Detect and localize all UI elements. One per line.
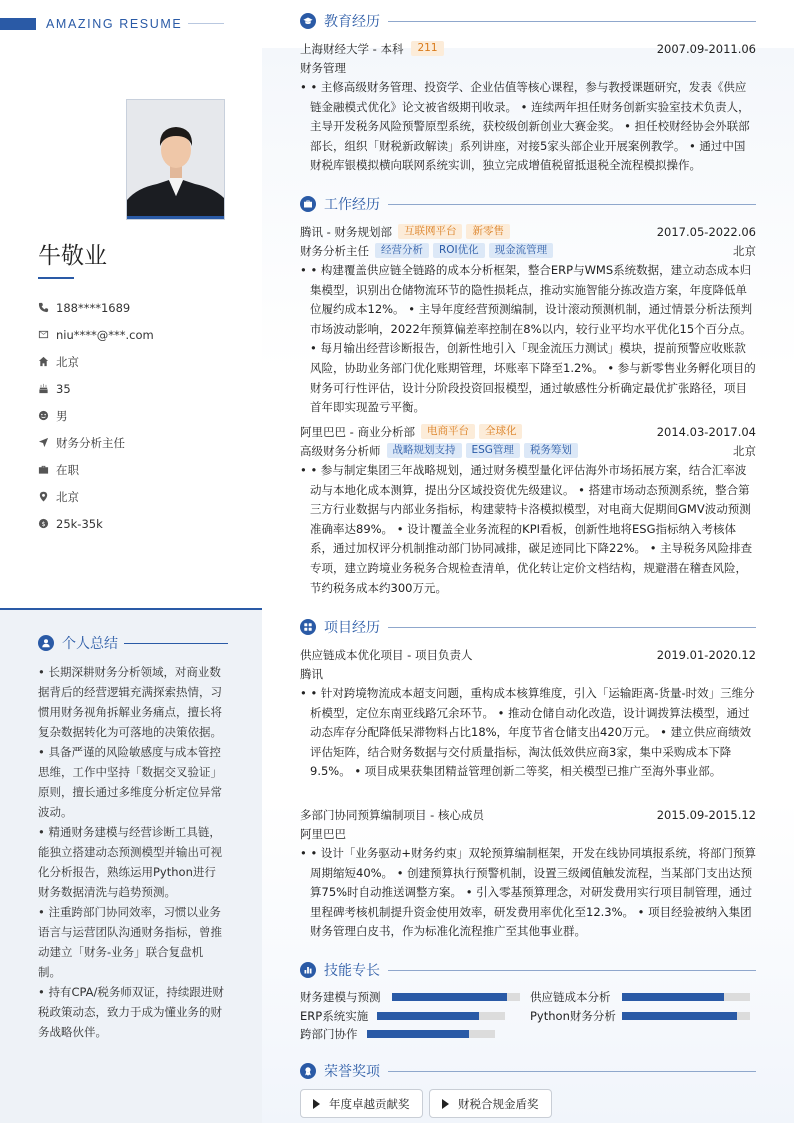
skill-name: 跨部门协作 [300, 1027, 358, 1041]
position-tag: 战略规划支持 [387, 443, 462, 458]
work-description: • • 参与制定集团三年战略规划，通过财务模型量化评估海外市场拓展方案，结合汇率波动与本地化成本测算，提出分区域投资优先级建议。 • 搭建市场动态预测系统，整合第三方行业数据与内部业务指标，构建蒙特卡洛模拟模型，对电商大促期间GMV波动预测准确率达89%。 • 设计覆盖全业务流程的KPI看板，创新性地将ESG指标纳入考核体系，通过加权评分机制推动部门协同减排，碳足迹同比下降22%。 • 主导税务风险排查专项，建立跨境业务税务合规检查清单，优化转让定价文档结构，规避潜在稽查风险，节约税务成本约300万元。 [300, 463, 753, 595]
brand-text: AMAZING RESUME [46, 17, 183, 31]
projects-section-header [300, 617, 756, 637]
skill-name: 供应链成本分析 [530, 990, 611, 1004]
education-title: 教育经历 [324, 14, 380, 30]
project-date: 2015.09-2015.12 [656, 807, 756, 822]
skills-title: 技能专长 [324, 963, 380, 979]
honors-title: 荣誉奖项 [324, 1064, 380, 1080]
honor-name: 财税合规金盾奖 [458, 1096, 539, 1111]
cake-icon [38, 383, 56, 394]
briefcase-icon [38, 464, 56, 475]
contact-info-list [38, 294, 248, 537]
skill-bar-fill [392, 993, 507, 1001]
skill-item [300, 1026, 358, 1042]
skill-name: Python财务分析 [530, 1009, 616, 1023]
work-date: 2017.05-2022.06 [656, 224, 756, 239]
skill-item [300, 989, 381, 1005]
work-date: 2014.03-2017.04 [656, 424, 756, 439]
name-underline [38, 277, 74, 279]
project-org: 腾讯 [300, 666, 323, 681]
position-tag: 现金流管理 [489, 243, 554, 258]
work-company: 腾讯 - 财务规划部 [300, 224, 392, 239]
honor-name: 年度卓越贡献奖 [329, 1096, 410, 1111]
info-status [38, 456, 248, 483]
skill-bar [367, 1030, 495, 1038]
phone-icon [38, 302, 56, 313]
avatar-icon [127, 100, 225, 220]
education-description: • • 主修高级财务管理、投资学、企业估值等核心课程，参与教授课题研究，发表《供应链金融模式优化》论文被省级期刊收录。 • 连续两年担任财务创新实验室技术负责人，主导开发税务风险预警原型系统，获校级创新创业大赛金奖。 • 担任校财经协会外联部部长，组织「财税新政解读」系列讲座，对接5家头部企业开展案例教学。 • 通过中国财税库银模拟横向联网系统实训，独立完成增值税留抵退税全流程模拟操作。 [300, 80, 750, 173]
info-city-text: 北京 [56, 354, 79, 369]
project-name: 供应链成本优化项目 - 项目负责人 [300, 647, 473, 662]
honors-section-header [300, 1061, 756, 1081]
skill-bar-fill [622, 993, 724, 1001]
skill-item [300, 1008, 368, 1024]
summary-panel-top-bar [0, 608, 262, 610]
brand-divider [188, 23, 224, 24]
project-date: 2019.01-2020.12 [656, 647, 756, 662]
skill-name: 财务建模与预测 [300, 990, 381, 1004]
info-city [38, 348, 248, 375]
send-icon [38, 437, 56, 448]
skill-bar-fill [367, 1030, 469, 1038]
play-icon [442, 1099, 449, 1109]
project-org: 阿里巴巴 [300, 826, 346, 841]
award-icon [300, 1063, 316, 1079]
info-status-text: 在职 [56, 462, 79, 477]
summary-title-line [124, 643, 228, 644]
location-icon [38, 491, 56, 502]
projects-title: 项目经历 [324, 620, 380, 636]
summary-item: • 长期深耕财务分析领域，对商业数据背后的经营逻辑充满探索热情，习惯用财务视角拆解业务痛点，擅长将复杂数据转化为可落地的决策依据。 [38, 665, 222, 739]
education-major: 财务管理 [300, 60, 346, 75]
work-entry [300, 222, 756, 418]
work-title-line [388, 204, 756, 205]
play-icon [313, 1099, 320, 1109]
info-phone [38, 294, 248, 321]
company-tag: 电商平台 [421, 424, 475, 439]
work-section-header [300, 194, 756, 214]
company-tag: 全球化 [479, 424, 523, 439]
position-tag: 经营分析 [375, 243, 429, 258]
position-tag: ESG管理 [466, 443, 520, 458]
brand-header [0, 16, 262, 32]
work-location: 北京 [733, 243, 756, 258]
skills-section-header [300, 960, 756, 980]
skill-item [530, 989, 611, 1005]
info-position-text: 财务分析主任 [56, 435, 125, 450]
education-tag: 211 [411, 41, 443, 56]
work-location: 北京 [733, 443, 756, 458]
skill-bar-fill [377, 1012, 479, 1020]
work-description: • • 构建覆盖供应链全链路的成本分析框架，整合ERP与WMS系统数据，建立动态成本归集模型，识别出仓储物流环节的隐性损耗点，推动实施智能分拣改造方案，年度降低单位履约成本12%。 • 主导年度经营预测编制，设计滚动预测机制，通过情景分析法预判市场波动影响，2022年预算偏差率控制在8%以内，较行业平均水平优化15个百分点。 • 每月输出经营诊断报告，创新性地引入「现金流压力测试」模块，提前预警应收账款风险，协助业务部门优化账期管理，坏账率下降至1.2%。 • 参与新零售业务孵化项目的财务可行性评估，设计分阶段投资回报模型，通过敏感性分析确定最优扩张路径，项目首年即实现盈亏平衡。 [300, 263, 756, 415]
project-entry [300, 645, 756, 782]
position-tag: ROI优化 [433, 243, 485, 258]
skill-bar [622, 993, 750, 1001]
work-position: 高级财务分析师 [300, 443, 381, 458]
info-salary [38, 510, 248, 537]
summary-item: • 持有CPA/税务师双证，持续跟进财税政策动态，致力于成为懂业务的财务战略伙伴。 [38, 985, 224, 1039]
education-section-header [300, 11, 756, 31]
honor-badge [429, 1089, 552, 1118]
info-position [38, 429, 248, 456]
svg-text:$: $ [41, 519, 46, 528]
projects-title-line [388, 627, 756, 628]
summary-item: • 注重跨部门协同效率，习惯以业务语言与运营团队沟通财务指标，曾推动建立「财务-业务」联合复盘机制。 [38, 905, 222, 979]
education-entry [300, 39, 756, 176]
skills-title-line [388, 970, 756, 971]
info-age [38, 375, 248, 402]
briefcase-icon [300, 196, 316, 212]
grid-icon [300, 619, 316, 635]
money-icon [38, 518, 56, 529]
candidate-name: 牛敬业 [38, 243, 107, 269]
work-position: 财务分析主任 [300, 243, 369, 258]
info-salary-text: 25k-35k [56, 516, 103, 531]
honors-title-line [388, 1071, 756, 1072]
info-gender [38, 402, 248, 429]
education-title-line [388, 21, 756, 22]
photo-accent-bar [127, 216, 224, 219]
skill-bar [622, 1012, 750, 1020]
company-tag: 新零售 [466, 224, 510, 239]
info-location-text: 北京 [56, 489, 79, 504]
summary-item: • 精通财务建模与经营诊断工具链，能独立搭建动态预测模型并输出可视化分析报告，熟练运用Python进行财务数据清洗与趋势预测。 [38, 825, 222, 899]
work-title: 工作经历 [324, 197, 380, 213]
summary-section-header [38, 634, 228, 652]
user-icon [38, 635, 54, 651]
summary-panel [0, 608, 262, 1123]
graduation-cap-icon [300, 13, 316, 29]
skill-bar [377, 1012, 505, 1020]
summary-text [38, 662, 224, 1042]
left-column [0, 0, 262, 1123]
info-email [38, 321, 248, 348]
education-date: 2007.09-2011.06 [656, 41, 756, 56]
summary-item: • 具备严谨的风险敏感度与成本管控思维，工作中坚持「数据交叉验证」原则，擅长通过多维度分析定位异常波动。 [38, 745, 222, 819]
project-description: • • 针对跨境物流成本超支问题，重构成本核算维度，引入「运输距离-货量-时效」三维分析模型，定位东南亚线路冗余环节。 • 推动仓储自动化改造，设计调拨算法模型，通过动态库存分配降低呆滞物料占比18%，年度节省仓储支出420万元。 • 建立供应商绩效评估矩阵，结合财务数据与交付质量指标，淘汰低效供应商3家，集中采购成本下降9.5%。 • 项目成果获集团精益管理创新二等奖，相关模型已推广至海外事业部。 [300, 686, 755, 779]
info-phone-text: 188****1689 [56, 300, 131, 315]
home-icon [38, 356, 56, 367]
info-email-text: niu****@***.com [56, 327, 154, 342]
work-entry [300, 422, 756, 598]
education-school: 上海财经大学 - 本科 [300, 41, 404, 56]
gender-icon [38, 410, 56, 421]
skill-name: ERP系统实施 [300, 1009, 369, 1023]
mail-icon [38, 329, 56, 340]
project-name: 多部门协同预算编制项目 - 核心成员 [300, 807, 484, 822]
project-description: • • 设计「业务驱动+财务约束」双轮预算编制框架，开发在线协同填报系统，将部门预算周期缩短40%。 • 创建预算执行预警机制，设置三级阈值触发流程，当某部门支出达预算75%时自动推送调整方案。 • 引入零基预算理念，对研发费用实行项目制管理，通过里程碑考核机制提升资金使用效率，研发费用率优化至12.3%。 • 项目经验被纳入集团财务管理白皮书，作为标准化流程推广至其他事业群。 [300, 846, 757, 939]
brand-accent-bar [0, 18, 36, 30]
honor-badge [300, 1089, 423, 1118]
info-location [38, 483, 248, 510]
profile-photo [126, 99, 225, 220]
skill-bar [392, 993, 520, 1001]
skill-bar-fill [622, 1012, 737, 1020]
skill-item [530, 1008, 616, 1024]
bar-chart-icon [300, 962, 316, 978]
info-gender-text: 男 [56, 408, 68, 423]
company-tag: 互联网平台 [398, 224, 463, 239]
position-tag: 税务筹划 [524, 443, 578, 458]
work-company: 阿里巴巴 - 商业分析部 [300, 424, 415, 439]
project-entry [300, 805, 756, 942]
info-age-text: 35 [56, 381, 71, 396]
summary-title: 个人总结 [62, 636, 118, 652]
